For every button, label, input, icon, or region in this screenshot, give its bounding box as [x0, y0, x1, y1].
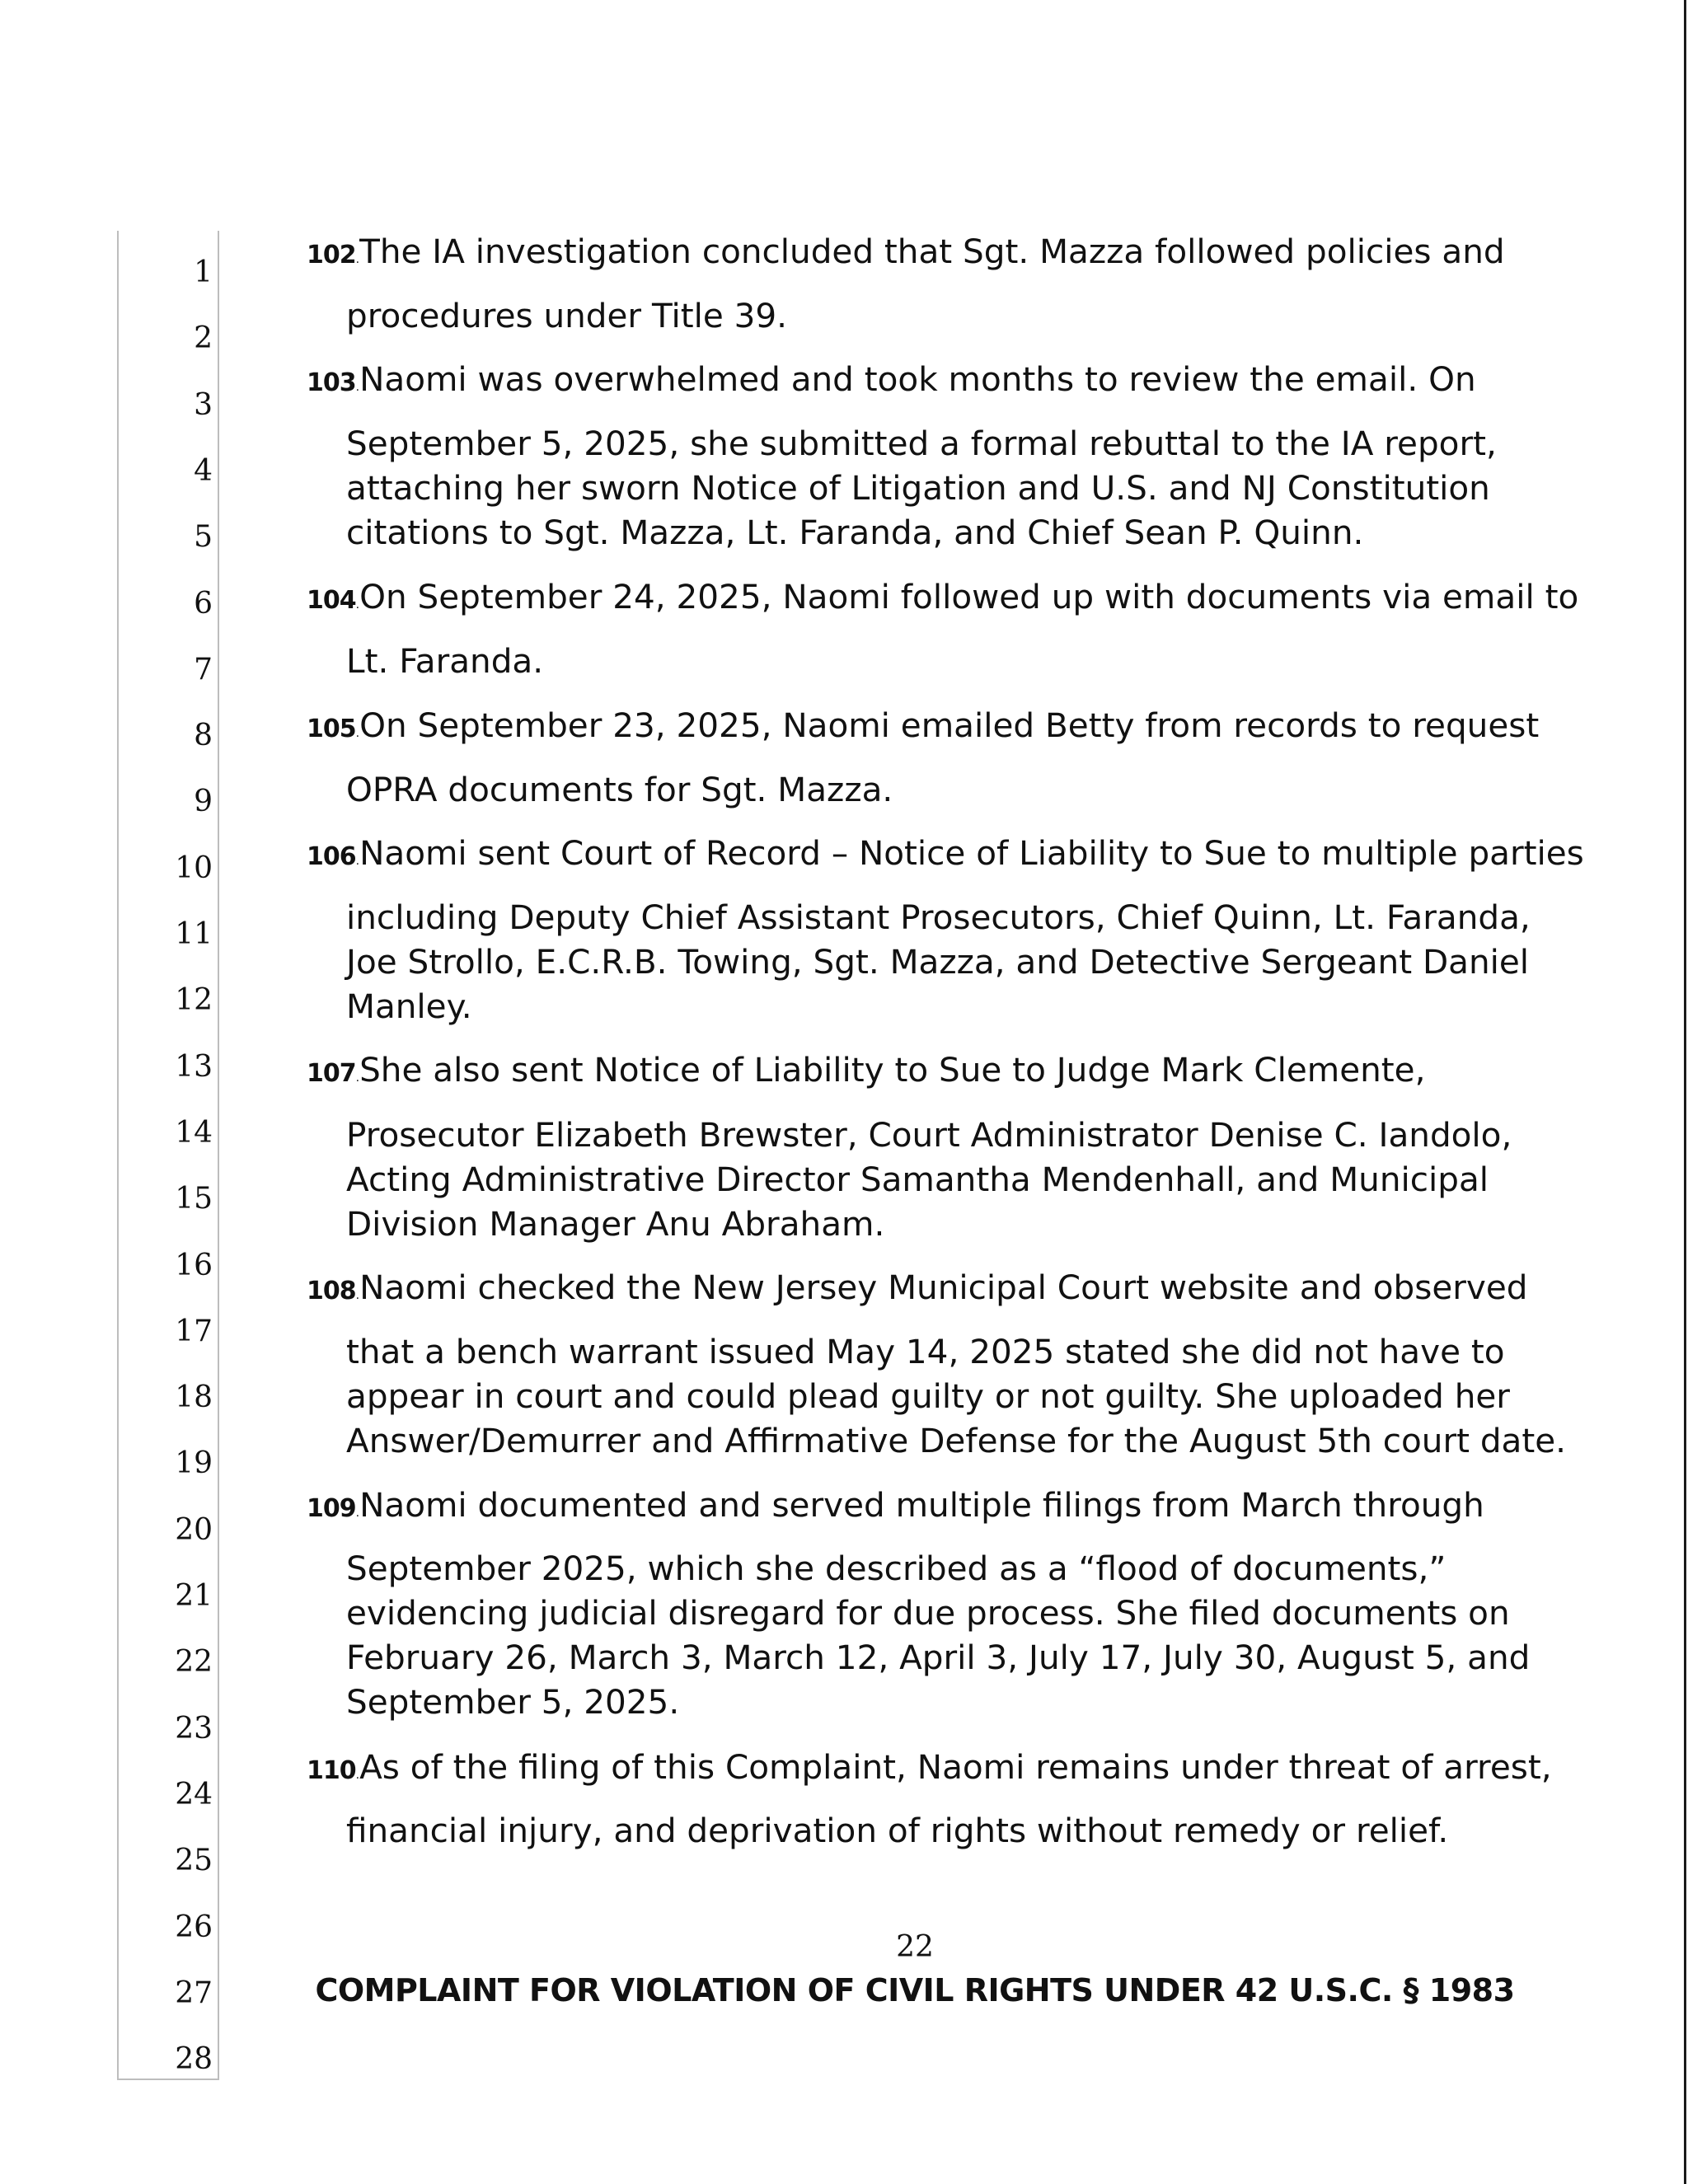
line-number: 25 — [175, 1844, 213, 1878]
paragraph-line-text: On September 24, 2025, Naomi followed up with documents via email to — [359, 577, 1579, 616]
paragraph-line-text: attaching her sworn Notice of Litigation and U.S. and NJ Constitution — [346, 468, 1490, 508]
paragraph-first-line — [307, 574, 1578, 627]
paragraph-line-text: The IA investigation concluded that Sgt. Mazza followed policies and — [359, 232, 1505, 271]
line-number: 2 — [194, 321, 213, 356]
paragraph-number-dot: . — [355, 1769, 360, 1782]
paragraph-line-text: Prosecutor Elizabeth Brewster, Court Administrator Denise C. Iandolo, — [346, 1115, 1512, 1155]
paragraph-number-dot: . — [355, 1289, 360, 1302]
line-number: 13 — [175, 1049, 213, 1084]
paragraph-line-text: September 5, 2025, she submitted a formal rebuttal to the IA report, — [346, 424, 1497, 463]
line-number: 1 — [194, 255, 213, 289]
paragraph-line-text: February 26, March 3, March 12, April 3, July 17, July 30, August 5, and — [346, 1638, 1531, 1677]
paragraph-line-text: evidencing judicial disregard for due process. She filed documents on — [346, 1593, 1510, 1633]
numbered-paragraph — [307, 1745, 1592, 1850]
paragraph-first-line — [307, 831, 1584, 883]
line-number: 9 — [194, 785, 213, 819]
paragraph-line-text: Lt. Faranda. — [346, 641, 544, 681]
paragraph-number-dot: . — [355, 855, 360, 868]
paragraph-line-text: including Deputy Chief Assistant Prosecutors, Chief Quinn, Lt. Faranda, — [346, 898, 1531, 937]
line-number: 17 — [175, 1314, 213, 1348]
paragraph-number: 102 — [307, 241, 356, 269]
paragraph-line-text: Answer/Demurrer and Affirmative Defense for the August 5th court date. — [346, 1421, 1567, 1460]
line-number: 11 — [175, 917, 213, 951]
paragraph-number-dot: . — [355, 1071, 360, 1085]
line-number: 26 — [175, 1910, 213, 1944]
line-number: 28 — [175, 2042, 213, 2077]
paragraph-line-text: September 2025, which she described as a “flood of documents,” — [346, 1549, 1447, 1588]
line-number: 19 — [175, 1446, 213, 1481]
paragraph-line-text: Division Manager Anu Abraham. — [346, 1204, 885, 1244]
paragraph-line-text: Naomi was overwhelmed and took months to review the email. On — [359, 359, 1476, 399]
paragraph-number-dot: . — [355, 727, 360, 740]
numbered-paragraph — [307, 831, 1592, 1026]
paragraph-number-dot: . — [355, 381, 360, 394]
paragraph-number: 109 — [307, 1494, 356, 1523]
paragraph-first-line — [307, 1745, 1552, 1797]
paragraph-first-line — [307, 1047, 1425, 1100]
line-number: 6 — [194, 586, 213, 621]
paragraph-line-text: procedures under Title 39. — [346, 296, 788, 335]
line-number: 22 — [175, 1645, 213, 1680]
page-number: 22 — [896, 1930, 934, 1964]
line-number: 23 — [175, 1711, 213, 1746]
paragraph-line-text: She also sent Notice of Liability to Sue to Judge Mark Clemente, — [359, 1050, 1426, 1090]
line-number: 7 — [194, 652, 213, 687]
line-number: 16 — [175, 1248, 213, 1282]
footer-title: COMPLAINT FOR VIOLATION OF CIVIL RIGHTS UNDER 42 U.S.C. § 1983 — [315, 1972, 1515, 2008]
paragraph-number: 103 — [307, 368, 356, 397]
line-number: 14 — [175, 1115, 213, 1150]
paragraph-line-text: On September 23, 2025, Naomi emailed Betty from records to request — [359, 705, 1540, 745]
paragraph-line-text: As of the filing of this Complaint, Naomi remains under threat of arrest, — [359, 1747, 1552, 1787]
paragraph-number: 107 — [307, 1059, 356, 1088]
paragraph-number: 110 — [307, 1756, 356, 1785]
numbered-paragraph — [307, 1047, 1592, 1244]
paragraph-number-dot: . — [355, 598, 360, 612]
paragraph-first-line — [307, 229, 1505, 282]
line-number: 8 — [194, 719, 213, 753]
line-number: 4 — [194, 453, 213, 488]
paragraph-number: 108 — [307, 1277, 356, 1305]
numbered-paragraph — [307, 1265, 1592, 1460]
line-number: 20 — [175, 1512, 213, 1547]
paragraph-line-text: citations to Sgt. Mazza, Lt. Faranda, and Chief Sean P. Quinn. — [346, 513, 1364, 552]
paragraph-line-text: OPRA documents for Sgt. Mazza. — [346, 770, 893, 809]
numbered-paragraph — [307, 574, 1592, 681]
paragraph-first-line — [307, 1483, 1484, 1535]
line-number: 5 — [194, 520, 213, 555]
line-number: 12 — [175, 983, 213, 1018]
paragraph-number: 106 — [307, 842, 356, 871]
numbered-paragraph — [307, 703, 1592, 809]
paragraph-line-text: Joe Strollo, E.C.R.B. Towing, Sgt. Mazza, and Detective Sergeant Daniel — [346, 942, 1530, 982]
line-number: 18 — [175, 1380, 213, 1415]
paragraph-number: 104 — [307, 586, 356, 615]
line-number-column — [117, 0, 219, 2184]
paragraph-line-text: Manley. — [346, 987, 472, 1026]
page-right-border — [1684, 0, 1686, 2184]
paragraph-line-text: September 5, 2025. — [346, 1682, 680, 1722]
line-number: 3 — [194, 387, 213, 422]
line-number: 15 — [175, 1182, 213, 1216]
paragraph-line-text: Naomi checked the New Jersey Municipal Court website and observed — [359, 1268, 1528, 1307]
numbered-paragraph — [307, 229, 1592, 335]
line-number: 10 — [175, 851, 213, 885]
paragraph-first-line — [307, 357, 1476, 410]
paragraph-number: 105 — [307, 715, 356, 743]
paragraph-number-dot: . — [355, 253, 360, 266]
paragraph-line-text: that a bench warrant issued May 14, 2025 stated she did not have to — [346, 1332, 1505, 1371]
paragraph-line-text: Acting Administrative Director Samantha Mendenhall, and Municipal — [346, 1160, 1489, 1199]
paragraph-first-line — [307, 1265, 1528, 1318]
paragraph-line-text: appear in court and could plead guilty or not guilty. She uploaded her — [346, 1376, 1510, 1416]
numbered-paragraph — [307, 357, 1592, 552]
line-number: 27 — [175, 1975, 213, 2010]
paragraph-number-dot: . — [355, 1507, 360, 1520]
paragraph-line-text: financial injury, and deprivation of rights without remedy or relief. — [346, 1811, 1449, 1850]
line-number: 24 — [175, 1777, 213, 1811]
paragraph-first-line — [307, 703, 1539, 756]
line-number: 21 — [175, 1579, 213, 1613]
paragraph-line-text: Naomi documented and served multiple filings from March through — [359, 1485, 1484, 1525]
paragraph-line-text: Naomi sent Court of Record – Notice of Liability to Sue to multiple parties — [359, 833, 1584, 873]
